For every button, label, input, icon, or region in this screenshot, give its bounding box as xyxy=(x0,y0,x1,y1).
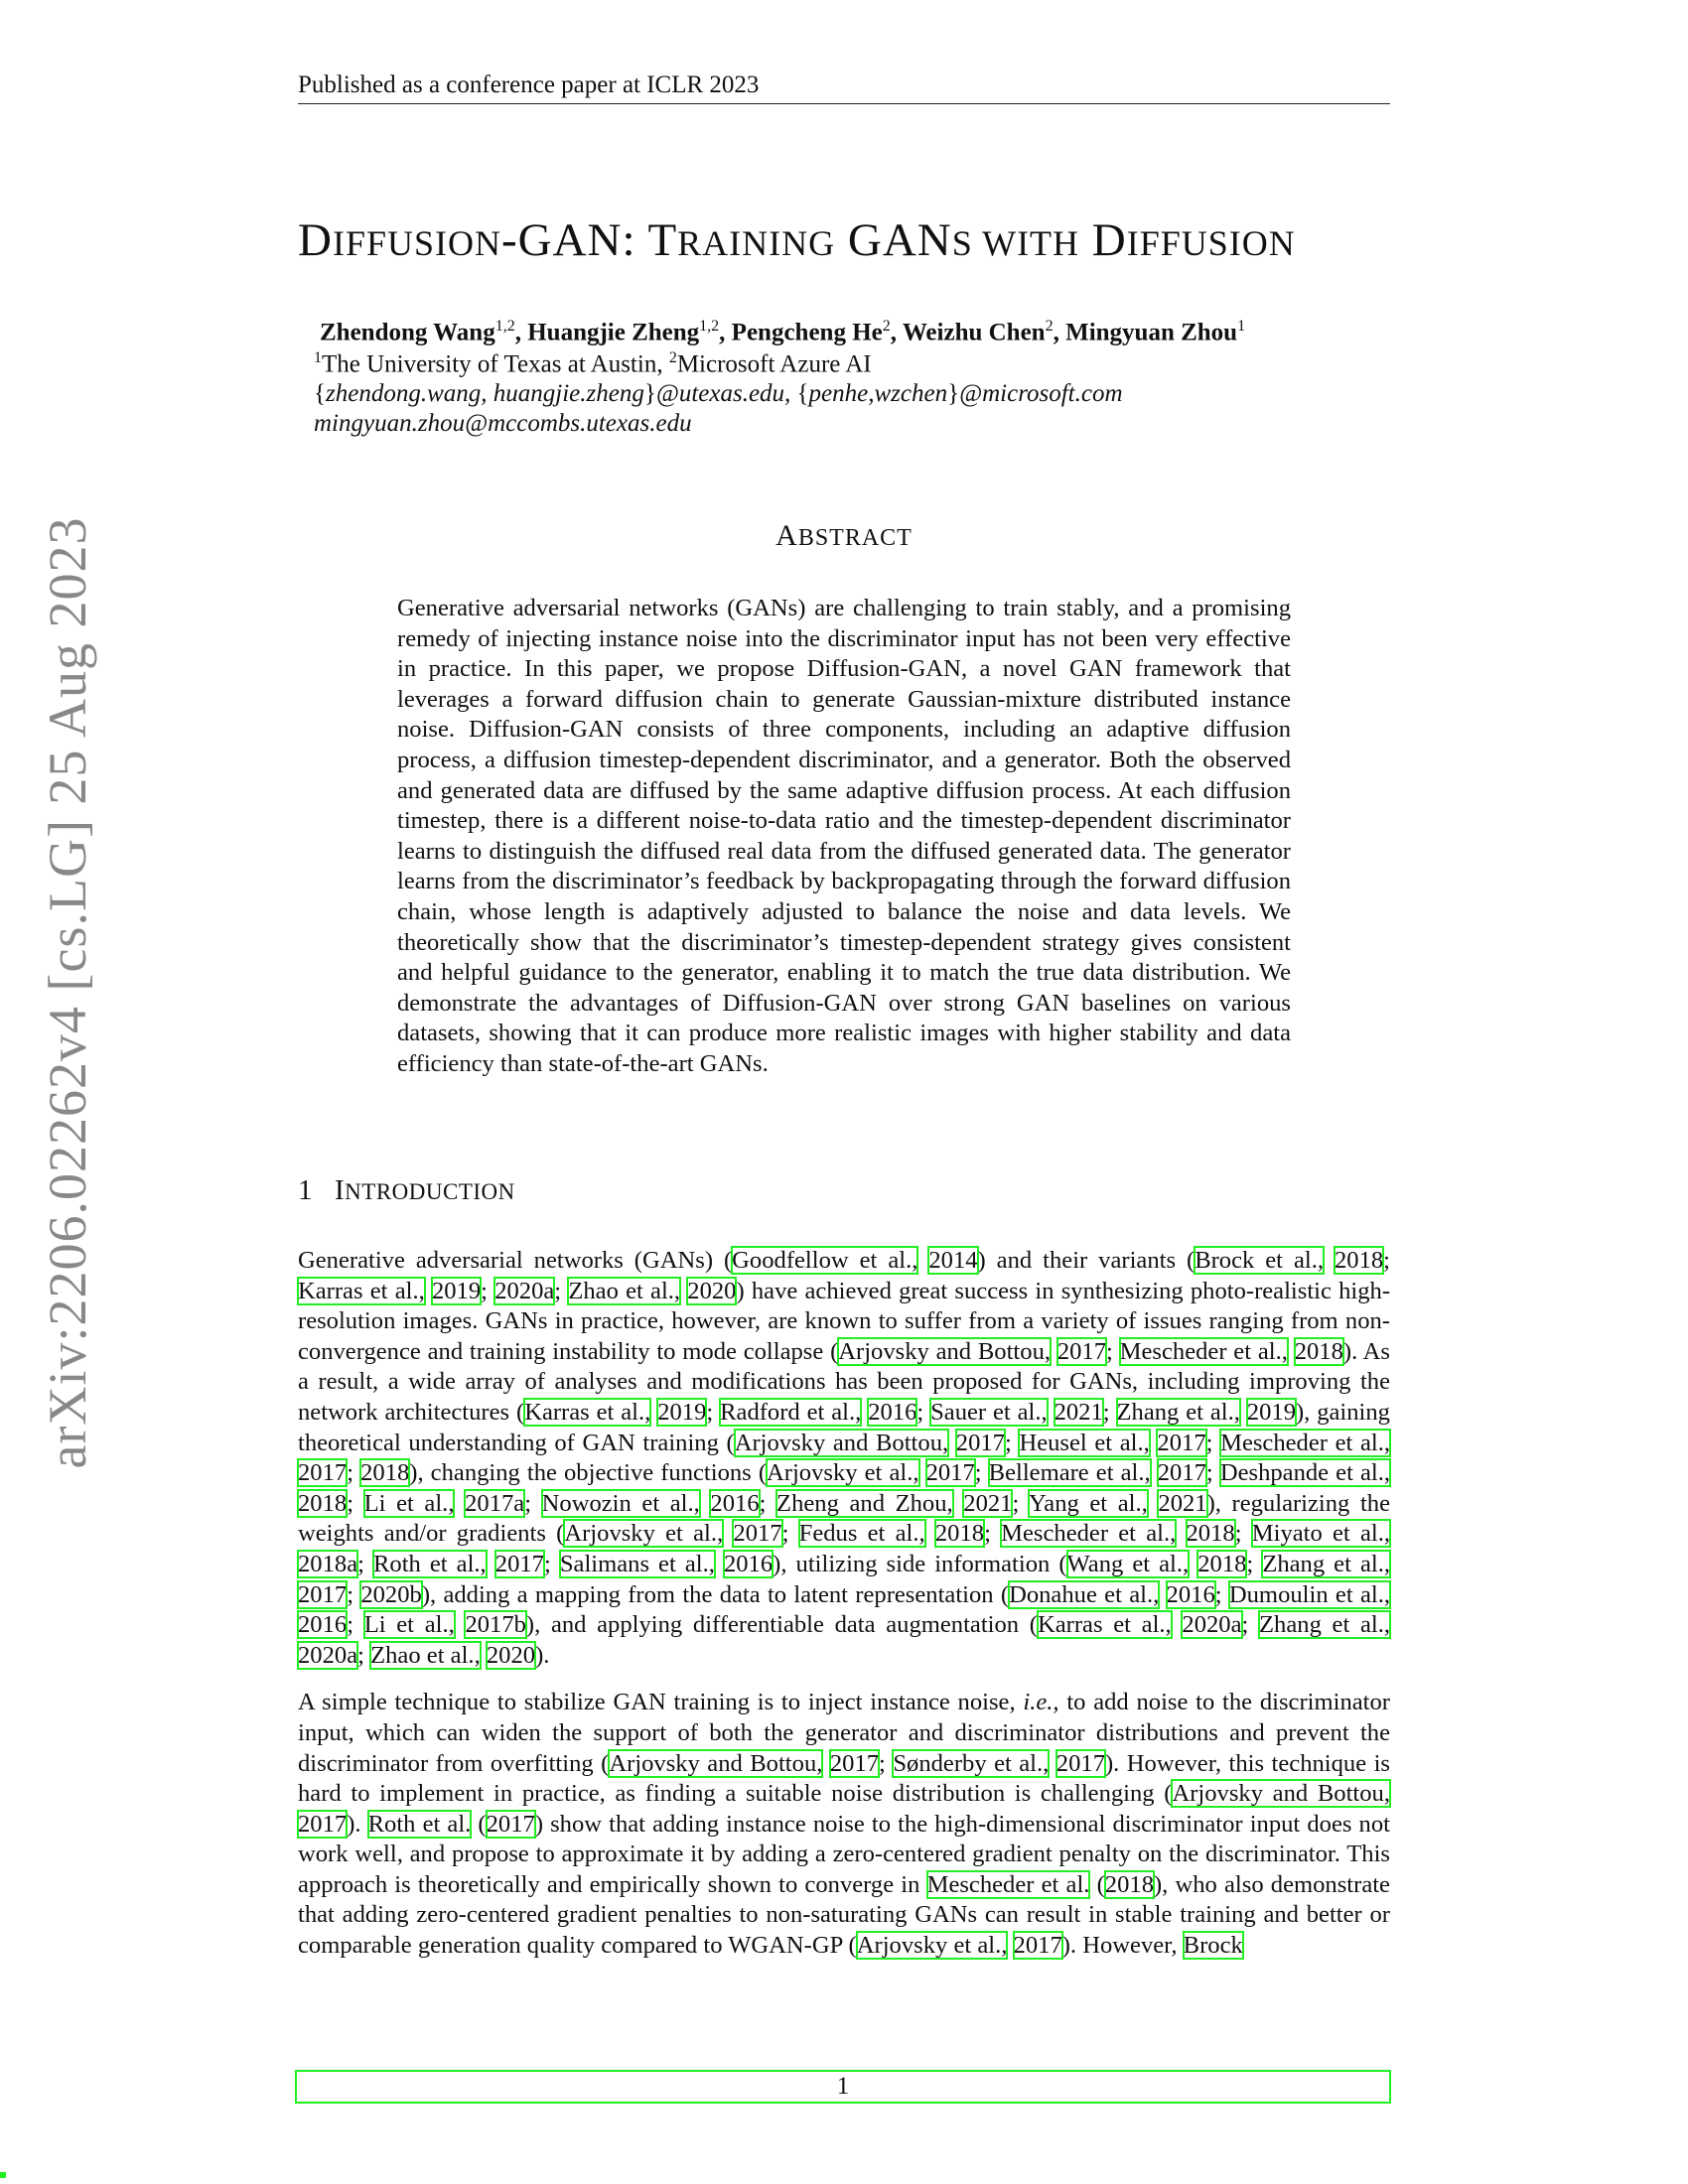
body-text: ), who also demonstrate that adding zero-centered gradient penalties to non-saturating GANs can result in stable training and better or comparable generation quality compared to WGAN-GP ( xyxy=(298,1870,1390,1960)
body-text: ; xyxy=(759,1489,777,1517)
citation-link[interactable]: Brock xyxy=(1183,1932,1243,1960)
title-smallcaps: S WITH xyxy=(951,223,1080,263)
body-text: ) have achieved great success in synthesizing photo-realistic high-resolution images. GANs in practice, however, are known to suffer from a variety of issues ranging from non-convergence and training instability to mode collapse ( xyxy=(298,1277,1391,1365)
body-text: Generative adversarial networks (GANs) ( xyxy=(298,1247,733,1274)
body-text xyxy=(454,1490,465,1517)
author-emails xyxy=(314,379,1123,439)
body-text: ), gaining theoretical understanding of GAN training ( xyxy=(298,1398,1390,1456)
citation-link[interactable]: 2017b xyxy=(465,1611,526,1639)
citation-link[interactable]: Arjovsky et al., xyxy=(564,1520,724,1548)
citation-link[interactable]: 2016 xyxy=(298,1611,348,1639)
body-text: ; xyxy=(974,1459,989,1487)
body-text: ; xyxy=(1383,1247,1391,1274)
body-text: ), changing the objective functions ( xyxy=(409,1459,768,1487)
citation-link[interactable]: Li et al., xyxy=(363,1611,455,1639)
citation-link[interactable]: Roth et al. xyxy=(367,1810,472,1838)
body-text: ; xyxy=(554,1277,569,1304)
intro-paragraph-2 xyxy=(298,1688,1390,1961)
body-text: ; xyxy=(357,1550,373,1577)
citation-link[interactable]: 2018 xyxy=(1334,1247,1384,1274)
author-affil-mark: 1,2 xyxy=(494,318,515,335)
body-text xyxy=(1189,1551,1197,1577)
body-text xyxy=(822,1750,829,1777)
email-names: penhe,wzchen xyxy=(808,380,948,407)
author-affil-mark: 2 xyxy=(1045,318,1054,335)
citation-link[interactable]: 2018 xyxy=(934,1520,985,1548)
citation-link[interactable]: Karras et al., xyxy=(298,1277,425,1304)
arxiv-identifier: arXiv:2206.02262v4 [cs.LG] 25 Aug 2023 xyxy=(38,516,97,1469)
citation-link[interactable]: 2018 xyxy=(360,1459,410,1487)
body-text: A simple technique to stabilize GAN training is to inject instance noise, xyxy=(298,1689,1024,1716)
author-affil-mark: 1 xyxy=(1237,318,1246,335)
body-text xyxy=(1172,1611,1183,1638)
title-cap: T xyxy=(647,214,678,266)
citation-link[interactable]: 2017 xyxy=(1157,1459,1206,1487)
citation-link[interactable]: Dumoulin et al., xyxy=(1228,1580,1391,1608)
citation-link[interactable]: Arjovsky and Bottou, xyxy=(838,1337,1052,1365)
body-text xyxy=(1240,1399,1247,1426)
citation-link[interactable]: Miyato et al., xyxy=(1251,1520,1391,1548)
citation-link[interactable]: Goodfellow et al., xyxy=(732,1247,918,1274)
body-text: ; xyxy=(1234,1520,1252,1548)
citation-link[interactable]: Nowozin et al., xyxy=(541,1489,700,1517)
citation-link[interactable]: Mescheder et al., xyxy=(1119,1337,1288,1365)
body-text xyxy=(700,1490,711,1517)
citation-link[interactable]: Zhao et al., xyxy=(370,1641,481,1669)
corner-link-marker xyxy=(0,2172,6,2178)
body-text: ), regularizing the weights and/or gradients ( xyxy=(298,1489,1390,1548)
body-text: ; xyxy=(347,1459,361,1487)
introduction-body xyxy=(298,1246,1390,1979)
citation-link[interactable]: 2018 xyxy=(1104,1870,1154,1898)
title-smallcaps: RAINING xyxy=(677,223,836,263)
citation-link[interactable]: 2020b xyxy=(360,1580,422,1608)
body-text: ; xyxy=(1246,1550,1263,1577)
body-text xyxy=(1048,1399,1055,1426)
body-text: ). As a result, a wide array of analyses and modifications has been proposed for GANs, including improving the network architectures ( xyxy=(298,1337,1390,1426)
citation-link[interactable]: Mescheder et al., xyxy=(1220,1429,1391,1456)
body-text xyxy=(953,1490,964,1517)
citation-link[interactable]: Mescheder et al. xyxy=(926,1870,1090,1898)
citation-link[interactable]: Sauer et al., xyxy=(930,1398,1048,1426)
author-name: Huangjie Zheng xyxy=(527,319,700,346)
title-cap: D xyxy=(298,214,333,266)
body-text: ; xyxy=(347,1580,361,1608)
citation-link[interactable]: 2016 xyxy=(723,1550,774,1577)
author-name: Mingyuan Zhou xyxy=(1065,319,1238,346)
body-text: ; xyxy=(1214,1580,1229,1608)
citation-link[interactable]: 2018 xyxy=(1186,1520,1235,1548)
section-heading-cap: I xyxy=(335,1174,346,1206)
citation-link[interactable]: 2021 xyxy=(1054,1398,1103,1426)
citation-link[interactable]: 2017 xyxy=(298,1459,348,1487)
page-number[interactable]: 1 xyxy=(295,2070,1391,2104)
body-text: ), adding a mapping from the data to latent representation ( xyxy=(421,1580,1010,1608)
citation-link[interactable]: Arjovsky and Bottou, xyxy=(1172,1780,1390,1808)
citation-link[interactable]: Zhao et al., xyxy=(568,1277,681,1304)
citation-link[interactable]: 2016 xyxy=(1166,1580,1215,1608)
body-text xyxy=(487,1551,495,1577)
author-name: Weizhu Chen xyxy=(902,319,1046,346)
body-text: ; xyxy=(781,1520,799,1548)
abstract-heading-smallcaps: BSTRACT xyxy=(797,525,913,551)
citation-link[interactable]: Mescheder et al., xyxy=(1001,1520,1177,1548)
citation-link[interactable]: 2017 xyxy=(298,1580,348,1608)
citation-link[interactable]: Zheng and Zhou, xyxy=(776,1489,953,1517)
citation-link[interactable]: Fedus et al., xyxy=(798,1520,925,1548)
body-text xyxy=(1176,1520,1186,1547)
citation-link[interactable]: 2017 xyxy=(955,1429,1005,1456)
citation-link[interactable]: 2021 xyxy=(963,1489,1013,1517)
citation-link[interactable]: 2017 xyxy=(925,1459,975,1487)
citation-link[interactable]: Arjovsky et al., xyxy=(767,1459,919,1487)
body-text xyxy=(1051,1338,1057,1365)
citation-link[interactable]: Zhang et al., xyxy=(1259,1611,1391,1639)
body-text xyxy=(919,1459,926,1486)
body-text: ; xyxy=(357,1641,371,1669)
email-names: zhendong.wang, huangjie.zheng xyxy=(326,380,644,407)
body-text xyxy=(1049,1750,1055,1777)
body-text: ; xyxy=(543,1550,560,1577)
affil-institution: Microsoft Azure AI xyxy=(676,350,872,378)
citation-link[interactable]: Arjovsky and Bottou, xyxy=(609,1749,823,1777)
citation-link[interactable]: 2020 xyxy=(687,1277,737,1304)
citation-link[interactable]: Bellemare et al., xyxy=(988,1459,1151,1487)
citation-link[interactable]: 2020a xyxy=(298,1641,358,1669)
conference-header: Published as a conference paper at ICLR 2023 xyxy=(298,71,1390,104)
body-text: ), utilizing side information ( xyxy=(773,1550,1067,1577)
body-text xyxy=(1148,1490,1159,1517)
section-heading-smallcaps: NTRODUCTION xyxy=(345,1179,515,1204)
citation-link[interactable]: 2016 xyxy=(868,1398,917,1426)
email-line-1: {zhendong.wang, huangjie.zheng}@utexas.edu, {penhe,wzchen}@microsoft.com xyxy=(314,380,1123,407)
citation-link[interactable]: 2018a xyxy=(298,1550,358,1577)
author-name: Zhendong Wang xyxy=(320,319,495,346)
citation-link[interactable]: 2020 xyxy=(486,1641,536,1669)
body-text xyxy=(455,1611,466,1638)
body-text: ; xyxy=(1102,1398,1117,1426)
body-text: ; xyxy=(347,1489,364,1517)
citation-link[interactable]: 2017 xyxy=(486,1810,535,1838)
body-text: ; xyxy=(347,1611,364,1639)
citation-link[interactable]: Arjovsky and Bottou, xyxy=(734,1429,949,1456)
citation-link[interactable]: Deshpande et al., xyxy=(1219,1459,1391,1487)
citation-link[interactable]: 2017 xyxy=(829,1749,880,1777)
body-text: ( xyxy=(1089,1870,1105,1898)
citation-link[interactable]: Zhang et al., xyxy=(1262,1550,1391,1577)
email-line-2: mingyuan.zhou@mccombs.utexas.edu xyxy=(314,410,692,437)
body-text: ; xyxy=(1205,1459,1220,1487)
body-text xyxy=(1007,1932,1013,1959)
citation-link[interactable]: 2014 xyxy=(928,1247,978,1274)
body-text: ; xyxy=(1241,1611,1260,1639)
body-text: ; xyxy=(916,1398,931,1426)
body-text: ; xyxy=(1106,1337,1120,1365)
intro-paragraph-1 xyxy=(298,1246,1390,1671)
body-text xyxy=(1324,1247,1335,1274)
author-name: Pengcheng He xyxy=(731,319,883,346)
title-part: -GAN: xyxy=(501,214,648,266)
citation-link[interactable]: Arjovsky et al., xyxy=(856,1932,1008,1960)
body-text xyxy=(425,1278,432,1304)
citation-link[interactable]: 2017a xyxy=(465,1489,525,1517)
citation-link[interactable]: 2019 xyxy=(657,1398,707,1426)
body-text xyxy=(1288,1338,1295,1365)
citation-link[interactable]: Wang et al., xyxy=(1066,1550,1190,1577)
email-domain: @utexas.edu, xyxy=(655,380,797,407)
abstract-text: Generative adversarial networks (GANs) are challenging to train stably, and a promising remedy of injecting instance noise into the discriminator input has not been very effective in practice. In this paper, we propose Diffusion-GAN, a novel GAN framework that leverages a forward diffusion chain to generate Gaussian-mixture distributed instance noise. Diffusion-GAN consists of three components, including an adaptive diffusion process, a diffusion timestep-dependent discriminator, and a generator. Both the observed and generated data are diffused by the same adaptive diffusion process. At each diffusion timestep, there is a different noise-to-data ratio and the timestep-dependent discriminator learns to distinguish the diffused real data from the diffused generated data. The generator learns from the discriminator’s feedback by backpropagating through the forward diffusion chain, whose length is adaptively adjusted to balance the noise and data levels. We theoretically show that the discriminator’s timestep-dependent strategy gives consistent and helpful guidance to the generator, enabling it to match the true data distribution. We demonstrate the advantages of Diffusion-GAN over strong GAN baselines on various datasets, showing that it can produce more realistic images with higher stability and data efficiency than state-of-the-art GANs. xyxy=(397,595,1291,1077)
author-affil-mark: 1,2 xyxy=(699,318,720,335)
citation-link[interactable]: 2017 xyxy=(733,1520,782,1548)
citation-link[interactable]: 2018 xyxy=(1294,1337,1343,1365)
citation-link[interactable]: Heusel et al., xyxy=(1019,1429,1150,1456)
abstract-heading xyxy=(0,519,1688,553)
body-text: , to add noise to the discriminator input, which can widen the support of both the generator and discriminator distributions and prevent the discriminator from overfitting ( xyxy=(298,1689,1390,1777)
body-text: ; xyxy=(879,1749,894,1777)
citation-link[interactable]: Sønderby et al., xyxy=(893,1749,1050,1777)
citation-link[interactable]: Karras et al., xyxy=(1037,1611,1172,1639)
title-part: GAN xyxy=(835,214,952,266)
body-text xyxy=(925,1520,935,1547)
italic-text: i.e. xyxy=(1023,1689,1054,1716)
citation-link[interactable]: 2020a xyxy=(494,1277,555,1304)
citation-link[interactable]: Salimans et al., xyxy=(559,1550,715,1577)
body-text: ; xyxy=(706,1398,721,1426)
citation-link[interactable]: 2021 xyxy=(1158,1489,1207,1517)
citation-link[interactable]: 2017 xyxy=(1055,1749,1105,1777)
citation-link[interactable]: Roth et al., xyxy=(373,1550,487,1577)
affil-mark: 1 xyxy=(314,349,322,366)
body-text: ; xyxy=(1004,1429,1020,1456)
citation-link[interactable]: Yang et al., xyxy=(1028,1489,1148,1517)
title-cap: D xyxy=(1079,214,1127,266)
body-text xyxy=(948,1430,956,1456)
affil-mark: 2 xyxy=(668,349,677,366)
citation-link[interactable]: 2017 xyxy=(1056,1337,1106,1365)
abstract-heading-cap: A xyxy=(775,519,798,552)
body-text: ). xyxy=(535,1641,550,1669)
author-affil-mark: 2 xyxy=(882,318,891,335)
citation-link[interactable]: Li et al., xyxy=(363,1489,455,1517)
email-domain: @microsoft.com xyxy=(959,380,1123,407)
body-text xyxy=(917,1247,928,1274)
body-text xyxy=(1159,1581,1166,1608)
author-list: Zhendong Wang$^{1,2}$, Huangjie Zheng$^{1,2}$, Pengcheng He$^2$, Weizhu Chen$^2$, Mingyuan Zhou$^1$ xyxy=(320,318,1246,346)
body-text: ), and applying differentiable data augmentation ( xyxy=(525,1611,1038,1639)
citation-link[interactable]: Zhang et al., xyxy=(1116,1398,1240,1426)
body-text: ; xyxy=(481,1277,495,1304)
body-text: ). However, this technique is hard to implement in practice, as finding a suitable noise distribution is challenging ( xyxy=(298,1749,1390,1808)
citation-link[interactable]: Radford et al., xyxy=(720,1398,862,1426)
paper-title xyxy=(298,213,1400,267)
body-text: ; xyxy=(1012,1489,1029,1517)
title-smallcaps: IFFUSION xyxy=(1126,223,1296,263)
citation-link[interactable]: 2019 xyxy=(431,1277,482,1304)
section-number: 1 xyxy=(298,1174,313,1206)
body-text: ; xyxy=(1205,1429,1221,1456)
affiliations xyxy=(314,349,872,378)
citation-link[interactable]: 2019 xyxy=(1246,1398,1296,1426)
section-heading-introduction xyxy=(298,1174,515,1207)
citation-link[interactable]: Brock et al., xyxy=(1195,1247,1325,1274)
body-text: ). xyxy=(347,1810,368,1838)
citation-link[interactable]: Karras et al., xyxy=(524,1398,651,1426)
body-text: ) and their variants ( xyxy=(977,1247,1196,1274)
body-text: ( xyxy=(471,1810,487,1838)
citation-link[interactable]: 2017 xyxy=(298,1810,348,1838)
citation-link[interactable]: 2017 xyxy=(494,1550,544,1577)
affil-institution: The University of Texas at Austin, xyxy=(322,350,669,378)
body-text xyxy=(723,1520,733,1547)
body-text xyxy=(481,1642,487,1669)
citation-link[interactable]: 2020a xyxy=(1182,1611,1242,1639)
citation-link[interactable]: 2017 xyxy=(1013,1932,1062,1960)
body-text: ). However, xyxy=(1061,1932,1184,1960)
title-smallcaps: IFFUSION xyxy=(332,223,501,263)
body-text xyxy=(1151,1459,1158,1486)
body-text xyxy=(715,1551,724,1577)
citation-link[interactable]: Donahue et al., xyxy=(1009,1580,1160,1608)
citation-link[interactable]: 2018 xyxy=(1197,1550,1247,1577)
body-text: ) show that adding instance noise to the high-dimensional discriminator input does not work well, and propose to approximate it by adding a zero-centered gradient penalty on the discriminator. This approach is theoretically and empirically shown to converge in xyxy=(298,1810,1390,1898)
citation-link[interactable]: 2016 xyxy=(710,1489,760,1517)
body-text: ; xyxy=(984,1520,1002,1548)
citation-link[interactable]: 2017 xyxy=(1157,1429,1206,1456)
body-text: ; xyxy=(524,1489,542,1517)
citation-link[interactable]: 2018 xyxy=(298,1489,348,1517)
